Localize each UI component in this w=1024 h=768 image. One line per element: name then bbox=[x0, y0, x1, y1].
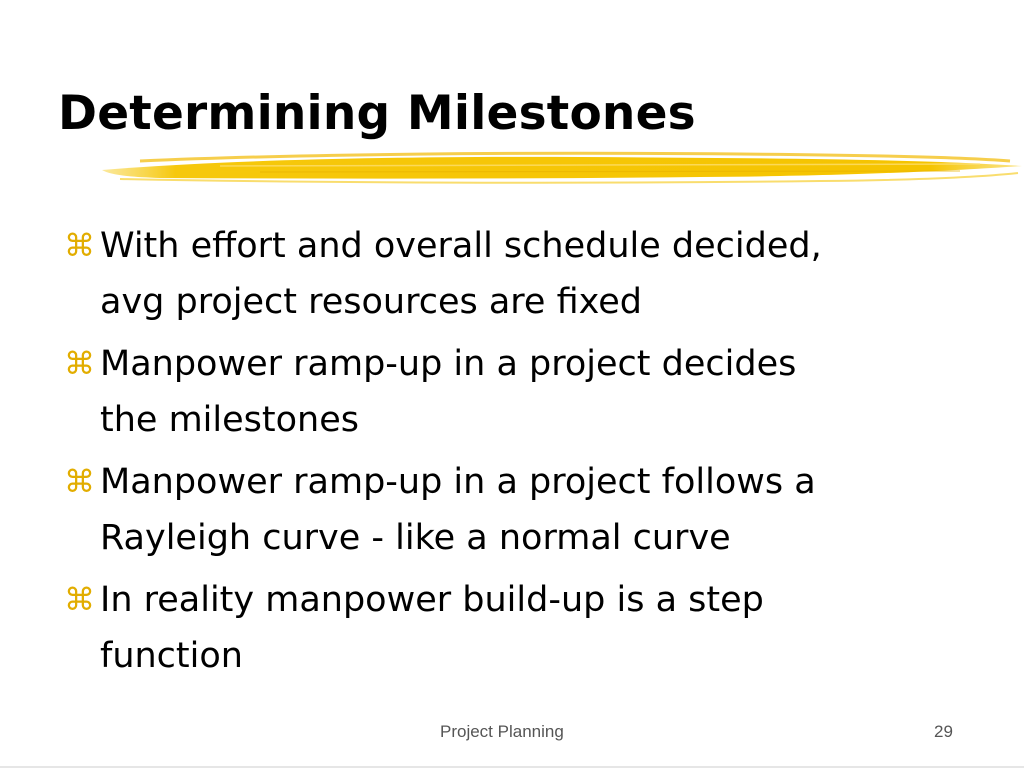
page-number: 29 bbox=[934, 722, 953, 741]
command-key-icon: ⌘ bbox=[64, 582, 95, 618]
bullet-list bbox=[64, 218, 984, 690]
bullet-line: With effort and overall schedule decided, bbox=[100, 226, 822, 266]
bullet-line: In reality manpower build-up is a step bbox=[100, 580, 764, 620]
command-key-icon: ⌘ bbox=[64, 228, 95, 264]
list-item bbox=[64, 572, 984, 684]
bullet-line: function bbox=[100, 636, 243, 676]
bullet-line: Rayleigh curve - like a normal curve bbox=[100, 518, 731, 558]
bullet-line: the milestones bbox=[100, 400, 359, 440]
slide-title: Determining Milestones bbox=[58, 86, 696, 141]
brush-stroke-underline bbox=[100, 146, 1024, 188]
bullet-line: Manpower ramp-up in a project follows a bbox=[100, 462, 816, 502]
list-item bbox=[64, 336, 984, 448]
command-key-icon: ⌘ bbox=[64, 346, 95, 382]
command-key-icon: ⌘ bbox=[64, 464, 95, 500]
list-item bbox=[64, 218, 984, 330]
footer-title: Project Planning bbox=[440, 722, 564, 741]
bullet-line: avg project resources are fixed bbox=[100, 282, 643, 322]
bullet-line: Manpower ramp-up in a project decides bbox=[100, 344, 797, 384]
list-item bbox=[64, 454, 984, 566]
